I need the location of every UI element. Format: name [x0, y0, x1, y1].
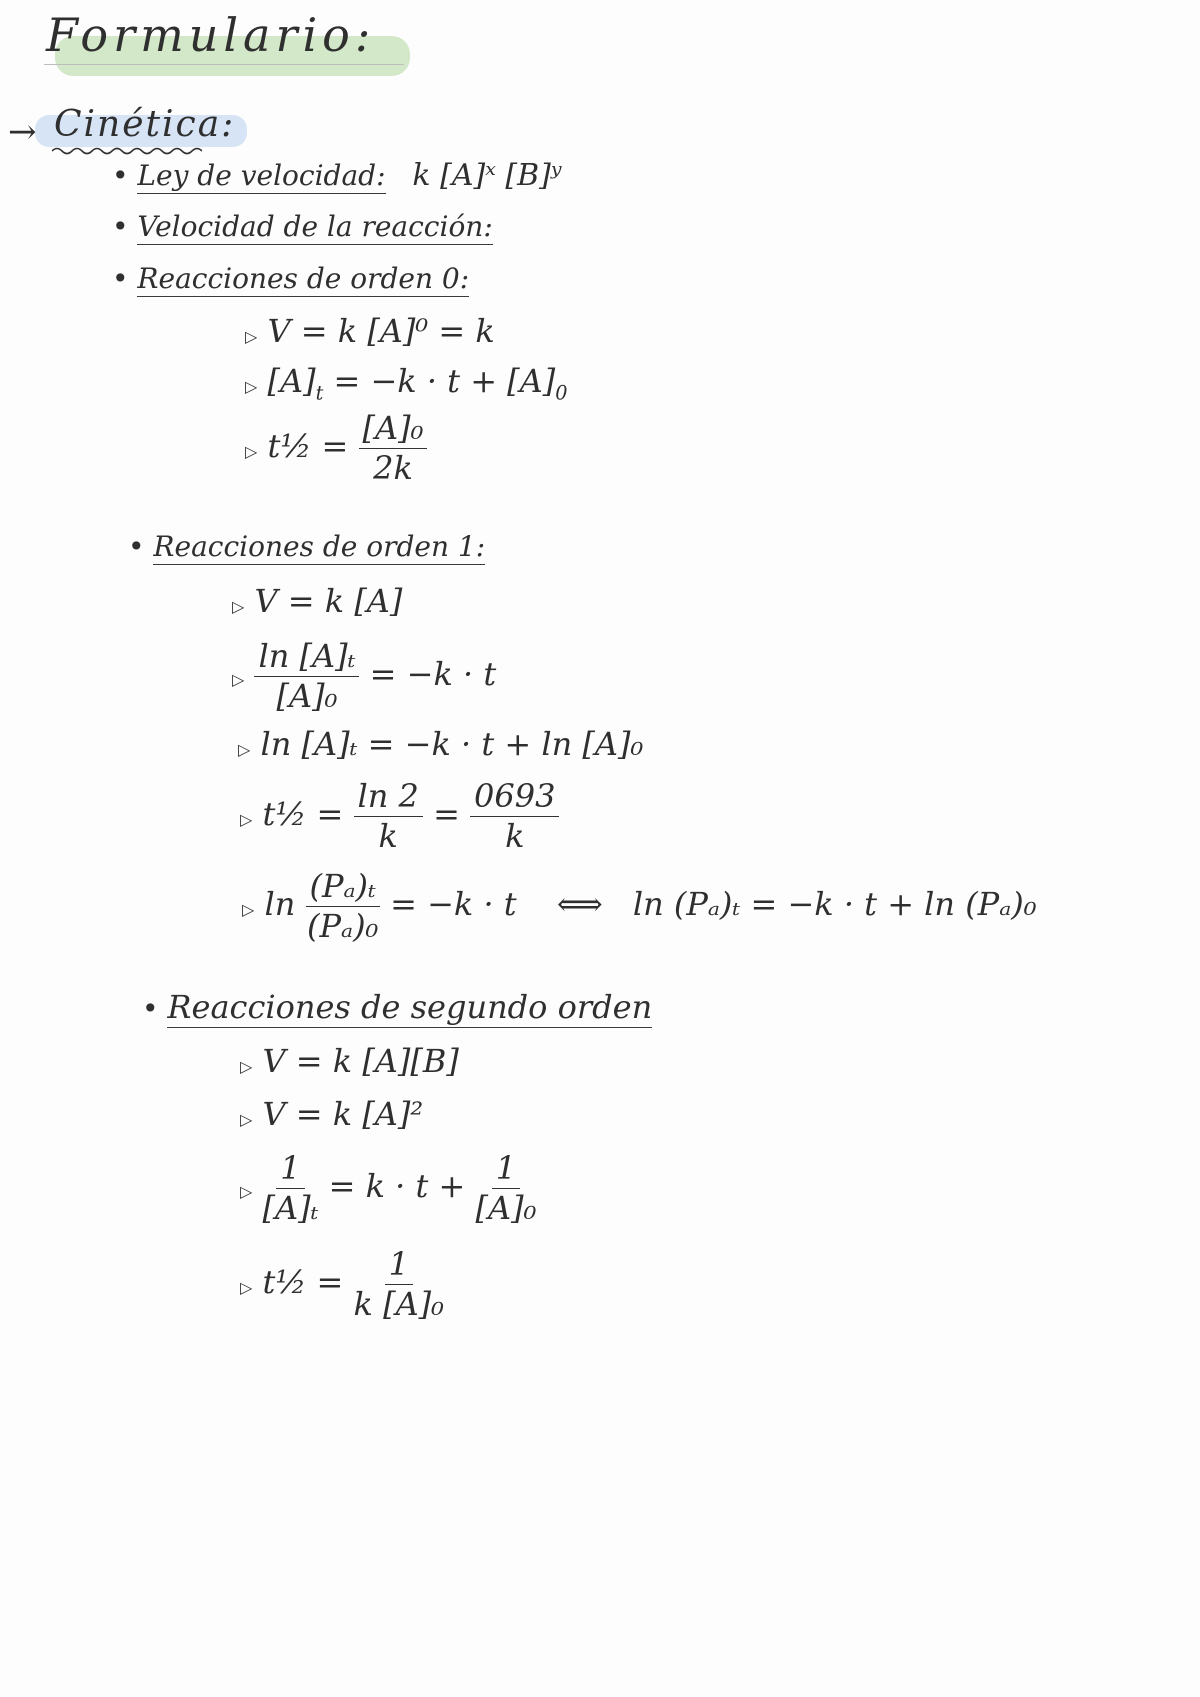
- bullet-dot-icon: •: [112, 210, 129, 243]
- fraction-numerator: 1: [492, 1152, 520, 1189]
- fraction: [470, 777, 559, 855]
- orden1-integrated: ln [A]ₜ = −k · t + ln [A]₀: [260, 725, 644, 763]
- triangle-bullet-icon: ▷: [245, 442, 258, 462]
- orden2-rate-law-a2: V = k [A]²: [262, 1095, 424, 1133]
- triangle-bullet-icon: ▷: [240, 1110, 253, 1129]
- orden2-formula-2: [240, 1095, 423, 1133]
- title-underline: [44, 64, 404, 65]
- triangle-bullet-icon: ▷: [232, 597, 245, 616]
- fraction-numerator: 1: [276, 1152, 304, 1189]
- fraction-denominator: [A]ₜ: [262, 1188, 319, 1227]
- arrow-right-icon: →: [8, 112, 37, 152]
- half-life-label: t½ =: [262, 795, 344, 834]
- triangle-bullet-icon: ▷: [245, 327, 258, 346]
- orden0-label: Reacciones de orden 0:: [137, 262, 470, 295]
- orden2-formula-4: [240, 1245, 444, 1323]
- orden0-conc: [A]: [267, 362, 316, 400]
- iff-arrow-icon: ⟺: [556, 885, 603, 924]
- orden1-formula-5: [242, 867, 1037, 945]
- triangle-bullet-icon: ▷: [242, 900, 255, 920]
- velocidad-label: Velocidad de la reacción:: [137, 210, 493, 243]
- fraction-denominator: k: [378, 816, 398, 855]
- orden0-formula-3: [245, 409, 427, 487]
- bullet-dot-icon: •: [128, 530, 145, 563]
- orden1-formula-4: [240, 777, 559, 855]
- fraction-denominator: 2k: [373, 448, 413, 487]
- fraction-denominator: (Pₐ)₀: [307, 906, 379, 945]
- orden1-pressure-rhs: = −k · t: [390, 885, 517, 924]
- triangle-bullet-icon: ▷: [240, 1057, 253, 1076]
- ley-label: Ley de velocidad:: [137, 159, 386, 192]
- fraction: [262, 1149, 319, 1227]
- wavy-underline: [52, 146, 202, 156]
- bullet-velocidad: [112, 210, 493, 243]
- orden0-rate-law: V = k [A]⁰ = k: [267, 312, 495, 350]
- fraction-numerator: (Pₐ)ₜ: [306, 870, 380, 907]
- fraction-numerator: [A]₀: [359, 412, 428, 449]
- fraction-denominator: [A]₀: [276, 676, 338, 715]
- orden1-rate-law: V = k [A]: [254, 582, 403, 620]
- triangle-bullet-icon: ▷: [240, 810, 253, 830]
- bullet-dot-icon: •: [112, 262, 129, 295]
- orden1-formula-3: [238, 725, 643, 763]
- fraction: [306, 867, 380, 945]
- orden2-rate-law-ab: V = k [A][B]: [262, 1042, 459, 1080]
- bullet-orden1: [128, 530, 485, 563]
- fraction: [254, 637, 359, 715]
- fraction-denominator: k [A]₀: [353, 1284, 444, 1323]
- half-life-label: t½ =: [267, 427, 349, 466]
- orden1-pressure-alt: ln (Pₐ)ₜ = −k · t + ln (Pₐ)₀: [632, 885, 1037, 924]
- orden0-formula-2: [245, 362, 567, 404]
- fraction-denominator: k: [505, 816, 525, 855]
- orden1-log-rhs: = −k · t: [369, 655, 497, 694]
- fraction-numerator: ln 2: [354, 780, 423, 817]
- equals: =: [433, 795, 460, 834]
- section-heading: Cinética:: [54, 104, 236, 145]
- bullet-ley: [112, 158, 562, 193]
- fraction-numerator: 0693: [470, 780, 559, 817]
- ley-formula: k [A]ˣ [B]ʸ: [412, 158, 562, 193]
- orden1-formula-2: [232, 637, 497, 715]
- orden0-integrated: = −k · t + [A]: [323, 362, 556, 400]
- orden1-formula-1: [232, 582, 402, 620]
- orden2-formula-3: [240, 1149, 537, 1227]
- subscript: 0: [555, 381, 568, 405]
- triangle-bullet-icon: ▷: [245, 377, 258, 396]
- fraction-numerator: 1: [385, 1248, 413, 1285]
- fraction: [359, 409, 428, 487]
- fraction: [353, 1245, 444, 1323]
- orden2-label: Reacciones de segundo orden: [167, 988, 653, 1026]
- orden2-integrated-mid: = k · t +: [328, 1167, 466, 1206]
- fraction: [354, 777, 423, 855]
- fraction-numerator: ln [A]ₜ: [254, 640, 359, 677]
- fraction-denominator: [A]₀: [475, 1188, 537, 1227]
- fraction: [475, 1149, 537, 1227]
- triangle-bullet-icon: ▷: [232, 670, 245, 690]
- ln-label: ln: [264, 885, 296, 924]
- bullet-orden2: [142, 988, 652, 1026]
- orden0-formula-1: [245, 312, 495, 350]
- half-life-label: t½ =: [262, 1263, 344, 1302]
- orden1-label: Reacciones de orden 1:: [153, 530, 486, 563]
- bullet-dot-icon: •: [142, 992, 159, 1025]
- subscript: t: [315, 381, 324, 405]
- bullet-dot-icon: •: [112, 159, 129, 192]
- triangle-bullet-icon: ▷: [240, 1278, 253, 1298]
- bullet-orden0: [112, 262, 469, 295]
- triangle-bullet-icon: ▷: [240, 1182, 253, 1202]
- orden2-formula-1: [240, 1042, 459, 1080]
- triangle-bullet-icon: ▷: [238, 740, 251, 759]
- page-title: Formulario:: [46, 8, 376, 62]
